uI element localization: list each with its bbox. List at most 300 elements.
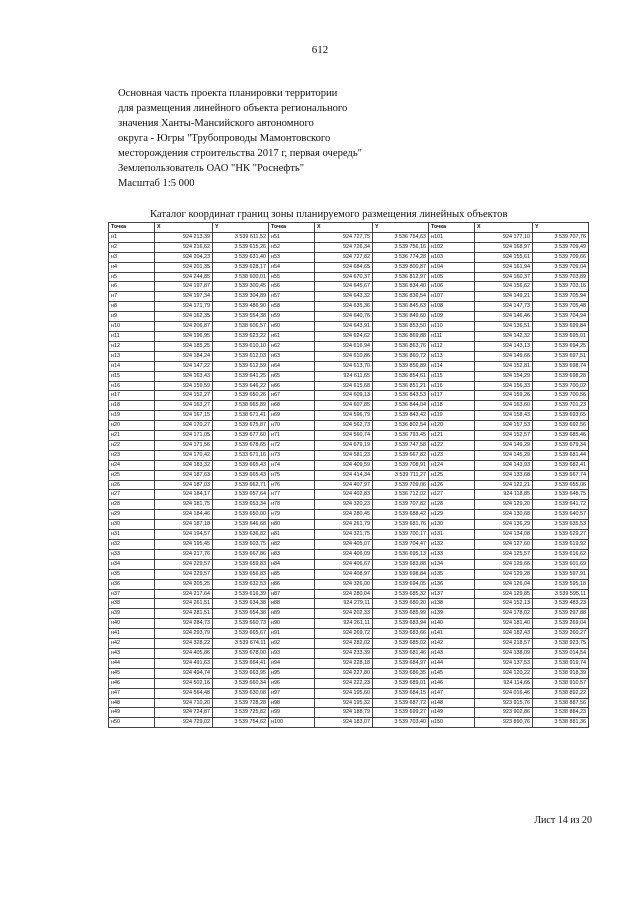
point-cell: н57: [269, 292, 315, 302]
x-cell: 924 684,65: [315, 262, 373, 272]
x-cell: 924 613,70: [315, 361, 373, 371]
y-cell: 3 539 616,62: [533, 549, 589, 559]
x-cell: 924 171,56: [155, 440, 213, 450]
x-cell: 924 158,43: [475, 411, 533, 421]
point-cell: н15: [109, 371, 155, 381]
y-cell: 3 539 650,00: [213, 510, 269, 520]
x-cell: 923 915,76: [475, 698, 533, 708]
point-cell: н102: [429, 242, 475, 252]
page-number: 612: [311, 44, 329, 56]
table-row: [109, 619, 589, 629]
y-cell: 3 539 631,40: [213, 252, 269, 262]
x-cell: 924 125,57: [475, 549, 533, 559]
y-cell: 3 539 685,32: [373, 589, 429, 599]
table-row: [109, 411, 589, 421]
point-cell: н40: [109, 619, 155, 629]
x-cell: 924 149,29: [475, 440, 533, 450]
point-cell: н58: [269, 302, 315, 312]
y-cell: 3 538 665,89: [213, 401, 269, 411]
point-cell: н148: [429, 698, 475, 708]
y-cell: 3 539 657,64: [213, 490, 269, 500]
y-cell: 3 539 707,82: [373, 500, 429, 510]
point-cell: н130: [429, 520, 475, 530]
point-cell: н138: [429, 599, 475, 609]
x-cell: 924 183,32: [155, 460, 213, 470]
point-cell: н64: [269, 361, 315, 371]
table-row: [109, 431, 589, 441]
point-cell: н1: [109, 232, 155, 242]
point-cell: н131: [429, 530, 475, 540]
y-cell: 3 538 606,57: [213, 322, 269, 332]
header-line: Основная часть проекта планировки территории: [118, 88, 338, 99]
x-cell: 924 679,19: [315, 440, 373, 450]
table-row: [109, 648, 589, 658]
y-cell: 3 539 684,15: [373, 688, 429, 698]
point-cell: н112: [429, 341, 475, 351]
x-cell: 924 184,24: [155, 351, 213, 361]
table-row: [109, 559, 589, 569]
point-cell: н144: [429, 658, 475, 668]
y-cell: 3 539 648,75: [533, 490, 589, 500]
point-cell: н120: [429, 421, 475, 431]
x-cell: 924 624,62: [315, 331, 373, 341]
x-cell: 924 156,62: [475, 282, 533, 292]
point-cell: н97: [269, 688, 315, 698]
y-cell: 3 539 711,27: [373, 470, 429, 480]
table-row: [109, 510, 589, 520]
x-cell: 924 163,27: [155, 401, 213, 411]
table-row: [109, 569, 589, 579]
x-cell: 924 118,85: [475, 490, 533, 500]
point-cell: н23: [109, 450, 155, 460]
y-cell: 3 539 705,94: [533, 292, 589, 302]
x-cell: 924 326,00: [315, 579, 373, 589]
point-cell: н107: [429, 292, 475, 302]
y-cell: 3 539 486,90: [213, 302, 269, 312]
point-cell: н104: [429, 262, 475, 272]
y-cell: 3 539 694,05: [373, 579, 429, 589]
x-cell: 924 133,68: [475, 470, 533, 480]
point-cell: н93: [269, 648, 315, 658]
y-cell: 3 539 656,83: [213, 569, 269, 579]
x-cell: 924 615,68: [315, 381, 373, 391]
point-cell: н16: [109, 381, 155, 391]
table-row: [109, 322, 589, 332]
y-cell: 3 539 678,65: [213, 440, 269, 450]
table-row: [109, 361, 589, 371]
table-row: [109, 272, 589, 282]
x-cell: 924 405,86: [155, 648, 213, 658]
x-cell: 924 177,10: [475, 232, 533, 242]
x-cell: 924 152,57: [475, 431, 533, 441]
column-header: Y: [533, 223, 589, 233]
y-cell: 3 539 697,51: [533, 351, 589, 361]
table-row: [109, 698, 589, 708]
x-cell: 924 581,23: [315, 450, 373, 460]
y-cell: 3 539 632,53: [213, 579, 269, 589]
point-cell: н12: [109, 341, 155, 351]
point-cell: н33: [109, 549, 155, 559]
table-row: [109, 302, 589, 312]
x-cell: 924 645,67: [315, 282, 373, 292]
x-cell: 924 216,62: [155, 242, 213, 252]
y-cell: 3 538 923,75: [533, 639, 589, 649]
x-cell: 924 560,74: [315, 431, 373, 441]
table-row: [109, 262, 589, 272]
y-cell: 3 536 853,50: [373, 322, 429, 332]
y-cell: 3 539 595,11: [533, 589, 589, 599]
x-cell: 924 167,15: [155, 411, 213, 421]
column-header: X: [155, 223, 213, 233]
point-cell: н70: [269, 421, 315, 431]
x-cell: 924 146,46: [475, 312, 533, 322]
y-cell: 3 539 630,08: [213, 688, 269, 698]
header-line: месторождения строительства 2017 г, первая очередь": [118, 148, 362, 159]
x-cell: 924 562,73: [315, 421, 373, 431]
x-cell: 924 281,51: [155, 609, 213, 619]
point-cell: н52: [269, 242, 315, 252]
y-cell: 3 536 793,45: [373, 431, 429, 441]
x-cell: 924 127,60: [475, 540, 533, 550]
x-cell: 924 607,85: [315, 401, 373, 411]
y-cell: 3 539 701,23: [533, 401, 589, 411]
y-cell: 3 536 860,72: [373, 351, 429, 361]
column-header: Точка: [269, 223, 315, 233]
y-cell: 3 539 699,84: [533, 322, 589, 332]
x-cell: 924 564,48: [155, 688, 213, 698]
y-cell: 3 539 260,27: [533, 629, 589, 639]
y-cell: 3 539 685,99: [373, 609, 429, 619]
y-cell: 3 539 300,45: [213, 282, 269, 292]
table-row: [109, 460, 589, 470]
table-row: [109, 252, 589, 262]
y-cell: 3 536 695,13: [373, 549, 429, 559]
y-cell: 3 539 709,04: [533, 262, 589, 272]
x-cell: 924 143,93: [475, 460, 533, 470]
point-cell: н89: [269, 609, 315, 619]
y-cell: 3 539 616,39: [213, 589, 269, 599]
point-cell: н125: [429, 470, 475, 480]
x-cell: 924 147,22: [155, 361, 213, 371]
x-cell: 924 409,59: [315, 460, 373, 470]
point-cell: н9: [109, 312, 155, 322]
y-cell: 3 536 863,76: [373, 341, 429, 351]
x-cell: 924 195,45: [155, 540, 213, 550]
x-cell: 924 159,26: [475, 391, 533, 401]
point-cell: н146: [429, 678, 475, 688]
x-cell: 924 222,23: [315, 678, 373, 688]
x-cell: 924 406,09: [315, 549, 373, 559]
x-cell: 924 727,82: [315, 252, 373, 262]
point-cell: н94: [269, 658, 315, 668]
y-cell: 3 539 665,43: [213, 470, 269, 480]
x-cell: 924 147,73: [475, 302, 533, 312]
y-cell: 3 539 709,66: [533, 252, 589, 262]
x-cell: 924 184,17: [155, 490, 213, 500]
point-cell: н127: [429, 490, 475, 500]
point-cell: н105: [429, 272, 475, 282]
point-cell: н66: [269, 381, 315, 391]
point-cell: н111: [429, 331, 475, 341]
x-cell: 924 635,36: [315, 302, 373, 312]
point-cell: н55: [269, 272, 315, 282]
y-cell: 3 539 688,42: [373, 510, 429, 520]
x-cell: 924 195,60: [315, 688, 373, 698]
y-cell: 3 536 712,02: [373, 490, 429, 500]
x-cell: 924 129,66: [475, 559, 533, 569]
point-cell: н4: [109, 262, 155, 272]
column-header: X: [475, 223, 533, 233]
point-cell: н135: [429, 569, 475, 579]
y-cell: 3 539 708,91: [373, 460, 429, 470]
header-line: Землепользователь ОАО "НК "Роснефть": [118, 163, 305, 174]
y-cell: 3 539 654,38: [213, 609, 269, 619]
x-cell: 924 670,37: [315, 272, 373, 282]
column-header: Y: [213, 223, 269, 233]
point-cell: н118: [429, 401, 475, 411]
x-cell: 923 890,76: [475, 718, 533, 728]
table-row: [109, 639, 589, 649]
point-cell: н121: [429, 431, 475, 441]
x-cell: 924 185,25: [155, 341, 213, 351]
x-cell: 924 187,18: [155, 520, 213, 530]
y-cell: 3 536 802,54: [373, 421, 429, 431]
table-row: [109, 668, 589, 678]
y-cell: 3 539 700,02: [533, 381, 589, 391]
point-cell: н32: [109, 540, 155, 550]
y-cell: 3 539 703,89: [533, 272, 589, 282]
y-cell: 3 533 671,16: [213, 450, 269, 460]
table-row: [109, 371, 589, 381]
x-cell: 924 205,25: [155, 579, 213, 589]
y-cell: 3 539 685,46: [533, 431, 589, 441]
x-cell: 924 726,34: [315, 242, 373, 252]
header-line: значения Ханты-Мансийского автономного: [118, 118, 314, 129]
table-row: [109, 718, 589, 728]
y-cell: 3 536 854,61: [373, 371, 429, 381]
point-cell: н143: [429, 648, 475, 658]
y-cell: 3 536 834,40: [373, 282, 429, 292]
x-cell: 924 405,07: [315, 540, 373, 550]
point-cell: н87: [269, 589, 315, 599]
x-cell: 924 194,57: [155, 530, 213, 540]
x-cell: 924 197,34: [155, 292, 213, 302]
y-cell: 3 539 705,48: [533, 302, 589, 312]
y-cell: 3 539 634,38: [213, 599, 269, 609]
y-cell: 3 539 709,49: [533, 242, 589, 252]
y-cell: 3 539 641,25: [213, 371, 269, 381]
point-cell: н18: [109, 401, 155, 411]
table-row: [109, 232, 589, 242]
point-cell: н76: [269, 480, 315, 490]
x-cell: 924 154,29: [475, 371, 533, 381]
y-cell: 3 539 703,16: [533, 282, 589, 292]
y-cell: 3 539 636,82: [213, 530, 269, 540]
x-cell: 923 902,86: [475, 708, 533, 718]
y-cell: 3 539 619,92: [533, 540, 589, 550]
y-cell: 3 538 919,74: [533, 658, 589, 668]
point-cell: н72: [269, 440, 315, 450]
y-cell: 3 539 662,71: [213, 480, 269, 490]
x-cell: 924 196,95: [155, 331, 213, 341]
point-cell: н46: [109, 678, 155, 688]
point-cell: н142: [429, 639, 475, 649]
x-cell: 924 233,39: [315, 648, 373, 658]
x-cell: 924 201,35: [155, 262, 213, 272]
x-cell: 924 643,91: [315, 322, 373, 332]
x-cell: 924 188,79: [315, 708, 373, 718]
x-cell: 924 406,67: [315, 559, 373, 569]
point-cell: н39: [109, 609, 155, 619]
table-row: [109, 381, 589, 391]
point-cell: н7: [109, 292, 155, 302]
table-row: [109, 599, 589, 609]
y-cell: 3 538 892,22: [533, 688, 589, 698]
point-cell: н25: [109, 470, 155, 480]
x-cell: 924 137,53: [475, 658, 533, 668]
y-cell: 3 539 747,58: [373, 440, 429, 450]
table-row: [109, 351, 589, 361]
y-cell: 3 539 692,56: [533, 421, 589, 431]
x-cell: 924 181,75: [155, 500, 213, 510]
x-cell: 924 218,57: [475, 639, 533, 649]
point-cell: н82: [269, 540, 315, 550]
point-cell: н119: [429, 411, 475, 421]
table-row: [109, 520, 589, 530]
catalog-title: Каталог координат границ зоны планируемого размещения линейных объектов: [150, 209, 508, 220]
y-cell: 3 539 667,86: [213, 549, 269, 559]
point-cell: н83: [269, 549, 315, 559]
y-cell: 3 536 849,60: [373, 312, 429, 322]
point-cell: н133: [429, 549, 475, 559]
y-cell: 3 539 756,16: [373, 242, 429, 252]
y-cell: 3 539 675,87: [213, 421, 269, 431]
point-cell: н61: [269, 331, 315, 341]
column-header: Точка: [109, 223, 155, 233]
y-cell: 3 536 774,28: [373, 252, 429, 262]
x-cell: 924 280,45: [315, 510, 373, 520]
y-cell: 3 539 843,42: [373, 411, 429, 421]
y-cell: 3 539 601,69: [533, 559, 589, 569]
y-cell: 3 539 595,18: [533, 579, 589, 589]
point-cell: н6: [109, 282, 155, 292]
y-cell: 3 539 681,44: [533, 450, 589, 460]
point-cell: н147: [429, 688, 475, 698]
y-cell: 3 539 623,22: [213, 331, 269, 341]
x-cell: 924 155,61: [475, 252, 533, 262]
point-cell: н101: [429, 232, 475, 242]
table-row: [109, 530, 589, 540]
point-cell: н100: [269, 718, 315, 728]
y-cell: 3 539 683,94: [373, 619, 429, 629]
x-cell: 924 170,42: [155, 450, 213, 460]
x-cell: 924 402,83: [315, 490, 373, 500]
y-cell: 3 539 704,94: [533, 312, 589, 322]
table-row: [109, 490, 589, 500]
y-cell: 3 539 681,76: [373, 520, 429, 530]
y-cell: 3 539 684,97: [373, 658, 429, 668]
y-cell: 3 536 836,54: [373, 292, 429, 302]
point-cell: н96: [269, 678, 315, 688]
point-cell: н67: [269, 391, 315, 401]
y-cell: 3 536 812,97: [373, 272, 429, 282]
x-cell: 924 229,57: [155, 569, 213, 579]
point-cell: н95: [269, 668, 315, 678]
table-row: [109, 391, 589, 401]
x-cell: 924 284,73: [155, 619, 213, 629]
x-cell: 924 152,13: [475, 599, 533, 609]
point-cell: н42: [109, 639, 155, 649]
x-cell: 924 197,87: [155, 282, 213, 292]
point-cell: н45: [109, 668, 155, 678]
x-cell: 924 187,03: [155, 480, 213, 490]
x-cell: 924 152,81: [475, 361, 533, 371]
point-cell: н14: [109, 361, 155, 371]
point-cell: н139: [429, 609, 475, 619]
x-cell: 924 184,46: [155, 510, 213, 520]
point-cell: н116: [429, 381, 475, 391]
x-cell: 924 187,63: [155, 470, 213, 480]
x-cell: 924 181,40: [475, 619, 533, 629]
y-cell: 3 539 304,89: [213, 292, 269, 302]
header-line: округа - Югры "Трубопроводы Мамонтовского: [118, 133, 331, 144]
y-cell: 3 539 677,60: [213, 431, 269, 441]
table-row: [109, 540, 589, 550]
table-row: [109, 480, 589, 490]
x-cell: 924 170,27: [155, 421, 213, 431]
point-cell: н150: [429, 718, 475, 728]
point-cell: н63: [269, 351, 315, 361]
point-cell: н10: [109, 322, 155, 332]
y-cell: 3 539 754,62: [213, 718, 269, 728]
point-cell: н86: [269, 579, 315, 589]
y-cell: 3 539 667,82: [373, 450, 429, 460]
y-cell: 3 539 704,47: [373, 540, 429, 550]
point-cell: н109: [429, 312, 475, 322]
point-cell: н136: [429, 579, 475, 589]
table-row: [109, 341, 589, 351]
x-cell: 924 162,35: [155, 312, 213, 322]
x-cell: 924 279,11: [315, 599, 373, 609]
point-cell: н22: [109, 440, 155, 450]
table-row: [109, 500, 589, 510]
x-cell: 924 016,46: [475, 688, 533, 698]
y-cell: 3 539 681,46: [373, 648, 429, 658]
table-row: [109, 688, 589, 698]
point-cell: н117: [429, 391, 475, 401]
x-cell: 924 168,97: [475, 242, 533, 252]
y-cell: 3 539 683,66: [373, 629, 429, 639]
x-cell: 924 161,94: [475, 262, 533, 272]
point-cell: н41: [109, 629, 155, 639]
x-cell: 924 157,53: [475, 421, 533, 431]
point-cell: н145: [429, 668, 475, 678]
x-cell: 924 159,59: [155, 381, 213, 391]
point-cell: н68: [269, 401, 315, 411]
x-cell: 924 206,87: [155, 322, 213, 332]
x-cell: 924 414,34: [315, 470, 373, 480]
coordinates-table: [108, 222, 589, 728]
x-cell: 924 129,20: [475, 500, 533, 510]
x-cell: 924 261,11: [315, 619, 373, 629]
y-cell: 3 539 665,43: [213, 460, 269, 470]
x-cell: 924 152,27: [155, 391, 213, 401]
x-cell: 924 261,51: [155, 599, 213, 609]
y-cell: 3 539 603,75: [213, 540, 269, 550]
point-cell: н115: [429, 371, 475, 381]
y-cell: 3 539 700,56: [533, 391, 589, 401]
y-cell: 3 539 663,95: [213, 668, 269, 678]
